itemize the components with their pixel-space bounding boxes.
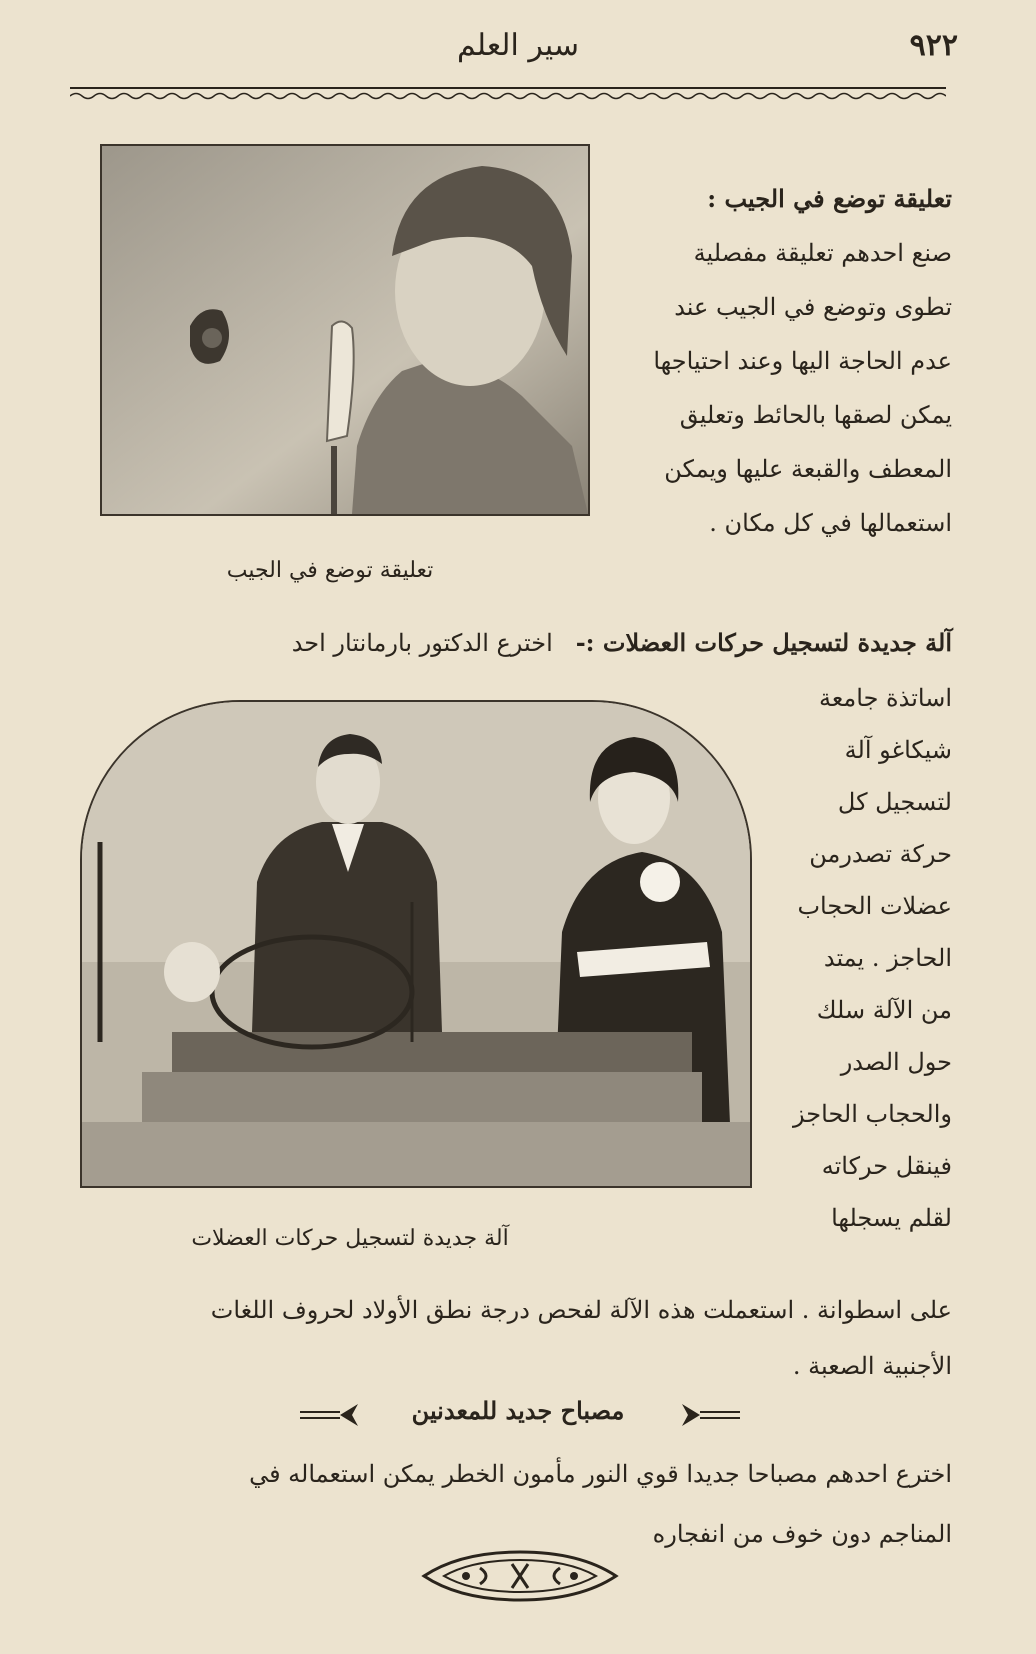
article-title: مصباح جديد للمعدنين — [411, 1396, 625, 1425]
text-line: حركة تصدرمن — [809, 840, 952, 868]
text-line: يمكن لصقها بالحائط وتعليق — [679, 401, 952, 429]
text-line: المعطف والقبعة عليها ويمكن — [664, 455, 952, 483]
text-line: لتسجيل كل — [837, 788, 952, 816]
text-line: صنع احدهم تعليقة مفصلية — [693, 239, 952, 267]
article-muscle-machine-heading — [70, 616, 952, 670]
text-line: شيكاغو آلة — [844, 736, 952, 764]
text-line: حول الصدر — [840, 1048, 952, 1076]
end-ornament — [420, 1548, 620, 1604]
text-line: على اسطوانة . استعملت هذه الآلة لفحص درجة نطق الأولاد لحروف اللغات — [210, 1296, 952, 1324]
article-title: تعليقة توضع في الجيب : — [707, 184, 952, 213]
text-line: والحجاب الحاجز — [793, 1100, 952, 1128]
text-line: عضلات الحجاب — [797, 892, 952, 920]
text-line: تطوى وتوضع في الجيب عند — [674, 293, 952, 321]
text-line: الأجنبية الصعبة . — [792, 1352, 952, 1380]
text-line: لقلم يسجلها — [831, 1204, 952, 1232]
article-title: آلة جديدة لتسجيل حركات العضلات :- — [575, 628, 952, 657]
article-pocket-hanger — [640, 172, 952, 550]
text-line: استعمالها في كل مكان . — [709, 509, 952, 537]
text-line: اساتذة جامعة — [818, 684, 952, 712]
text-line: عدم الحاجة اليها وعند احتياجها — [653, 347, 952, 375]
pocket-hanger-photo — [100, 144, 590, 516]
text-line: المناجم دون خوف من انفجاره — [652, 1520, 952, 1548]
photo-caption: آلة جديدة لتسجيل حركات العضلات — [191, 1226, 509, 1251]
text-line: اخترع احدهم مصباحا جديدا قوي النور مأمون الخطر يمكن استعماله في — [249, 1460, 952, 1488]
header-rule — [70, 86, 946, 100]
photo-caption: تعليقة توضع في الجيب — [226, 558, 434, 583]
text-line: من الآلة سلك — [816, 996, 952, 1024]
text-line: اخترع الدكتور بارمانتار احد — [291, 629, 553, 657]
magazine-title: سير العلم — [456, 28, 580, 63]
text-line: الحاجز . يمتد — [823, 944, 952, 972]
page-number: ٩٢٢ — [909, 28, 958, 63]
article-muscle-machine-side — [786, 672, 952, 1244]
article-muscle-machine-body — [64, 1282, 952, 1394]
muscle-machine-photo — [80, 700, 752, 1188]
article-miners-lamp — [64, 1444, 952, 1564]
text-line: فينقل حركاته — [821, 1152, 952, 1180]
